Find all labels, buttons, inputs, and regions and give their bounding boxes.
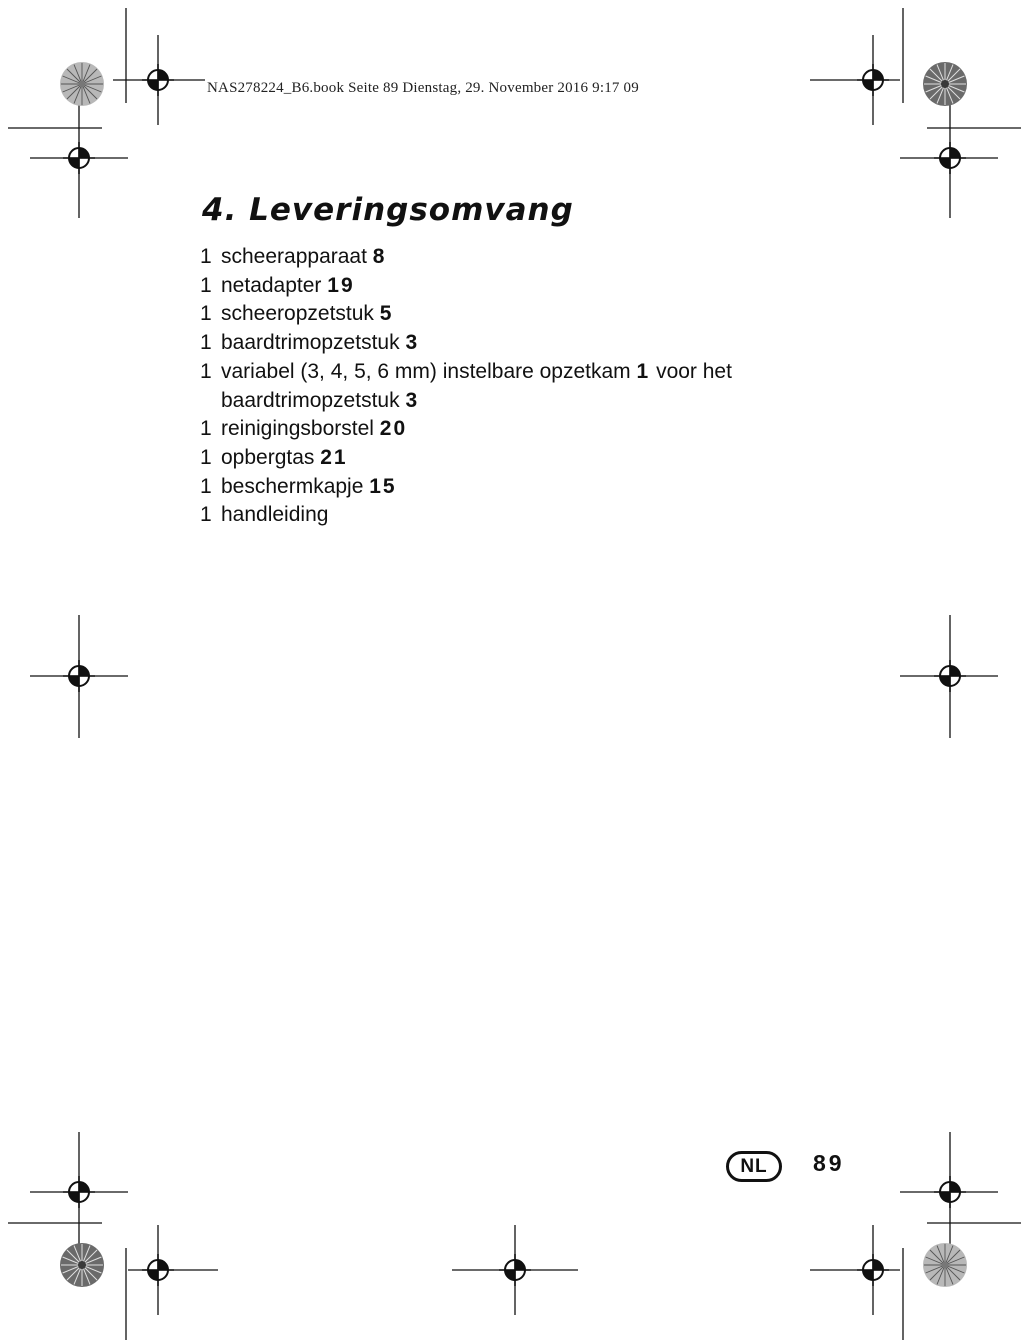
section-title: 4. Leveringsomvang	[202, 192, 574, 228]
list-item: 1 handleiding	[200, 503, 329, 527]
language-badge: NL	[726, 1151, 782, 1182]
file-info-header: NAS278224_B6.book Seite 89 Dienstag, 29. November 2016 9:17 09	[207, 80, 639, 96]
page-number: 89	[813, 1150, 845, 1176]
contents-list	[200, 243, 732, 530]
list-item: 1 netadapter 19	[200, 273, 355, 297]
list-item: 1 reinigingsborstel 20	[200, 417, 408, 441]
list-item: 1 scheeropzetstuk 5	[200, 302, 394, 326]
list-item: 1 variabel (3, 4, 5, 6 mm) instelbare opzetkam 1 voor het	[200, 359, 732, 383]
list-item: 1 opbergtas 21	[200, 445, 348, 469]
list-item-continuation: baardtrimopzetstuk 3	[221, 388, 420, 412]
list-item: 1 beschermkapje 15	[200, 474, 397, 498]
list-item: 1 scheerapparaat 8	[200, 245, 387, 268]
list-item: 1 baardtrimopzetstuk 3	[200, 331, 420, 355]
